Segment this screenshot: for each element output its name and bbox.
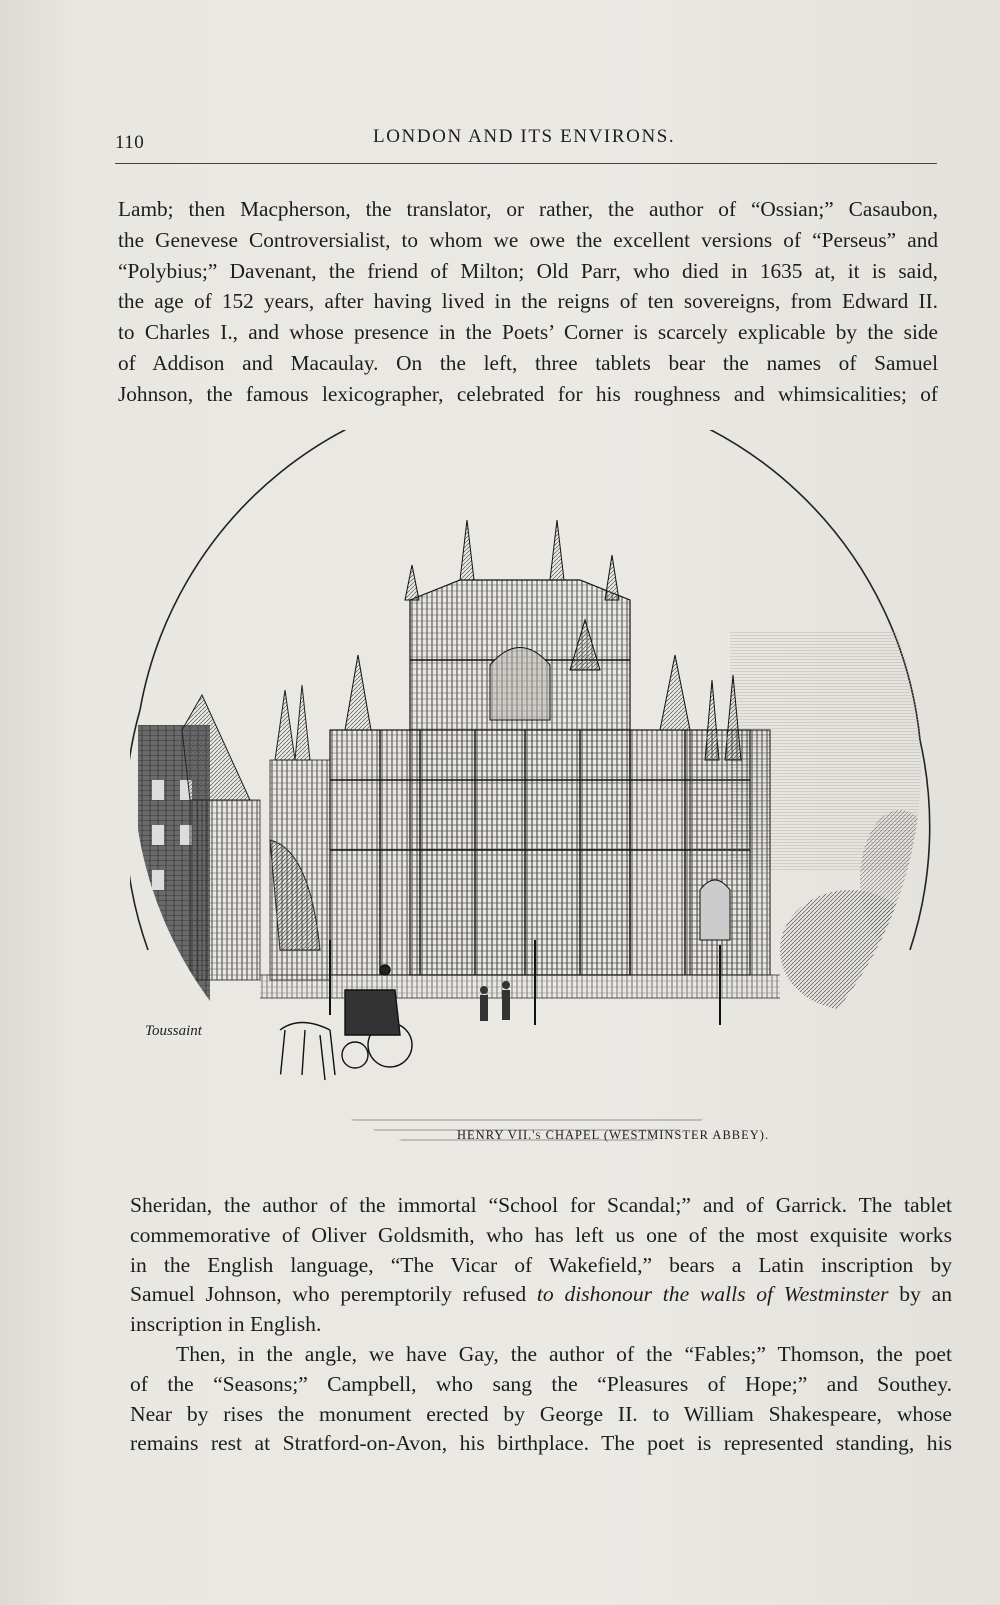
text-line: of Addison and Macaulay. On the left, three tablets bear the names of Samuel <box>118 350 938 375</box>
top-paragraph <box>118 194 938 410</box>
text-line: Then, in the angle, we have Gay, the author of the “Fables;” Thomson, the poet <box>176 1342 952 1366</box>
text-line: Johnson, the famous lexicographer, celebrated for his roughness and whimsicalities; of <box>118 381 938 406</box>
running-title: LONDON AND ITS ENVIRONS. <box>373 126 676 147</box>
text-line: inscription in English. <box>130 1312 322 1337</box>
figure-caption: HENRY VII.'s CHAPEL (WESTMINSTER ABBEY). <box>457 1128 770 1142</box>
text-line: Sheridan, the author of the immortal “School for Scandal;” and of Garrick. The tablet <box>130 1193 952 1217</box>
text-line: “Polybius;” Davenant, the friend of Milton; Old Parr, who died in 1635 at, it is said, <box>118 258 938 283</box>
text-segment: by an <box>888 1282 952 1307</box>
text-line: the age of 152 years, after having lived in the reigns of ten sovereigns, from Edward II. <box>118 289 938 314</box>
text-line: of the “Seasons;” Campbell, who sang the “Pleasures of Hope;” and Southey. <box>130 1371 952 1396</box>
text-line: Near by rises the monument erected by George II. to William Shakespeare, whose <box>130 1401 952 1426</box>
emphasized-phrase: to dishonour the walls of Westminster <box>536 1282 889 1307</box>
text-line: remains rest at Stratford-on-Avon, his birthplace. The poet is represented standing, his <box>130 1431 952 1456</box>
text-line: to Charles I., and whose presence in the Poets’ Corner is scarcely explicable by the side <box>118 320 938 345</box>
text-segment: Samuel Johnson, who peremptorily refused <box>130 1282 537 1307</box>
running-head <box>115 126 935 156</box>
text-line: commemorative of Oliver Goldsmith, who has left us one of the most exquisite works <box>130 1222 952 1247</box>
text-line: Lamb; then Macpherson, the translator, or rather, the author of “Ossian;” Casaubon, <box>118 197 938 221</box>
engraving-henry-vii-chapel <box>130 430 945 1170</box>
header-rule <box>115 163 937 164</box>
text-line: the Genevese Controversialist, to whom we owe the excellent versions of “Perseus” and <box>118 227 938 252</box>
page-number: 110 <box>115 132 145 153</box>
bottom-paragraph-2 <box>130 1340 952 1459</box>
bottom-paragraph-1 <box>130 1191 952 1340</box>
chapel-illustration <box>130 430 945 1170</box>
engraver-signature: Toussaint <box>145 1023 202 1039</box>
text-line-with-emphasis <box>130 1280 952 1310</box>
text-line: in the English language, “The Vicar of Wakefield,” bears a Latin inscription by <box>130 1252 952 1277</box>
